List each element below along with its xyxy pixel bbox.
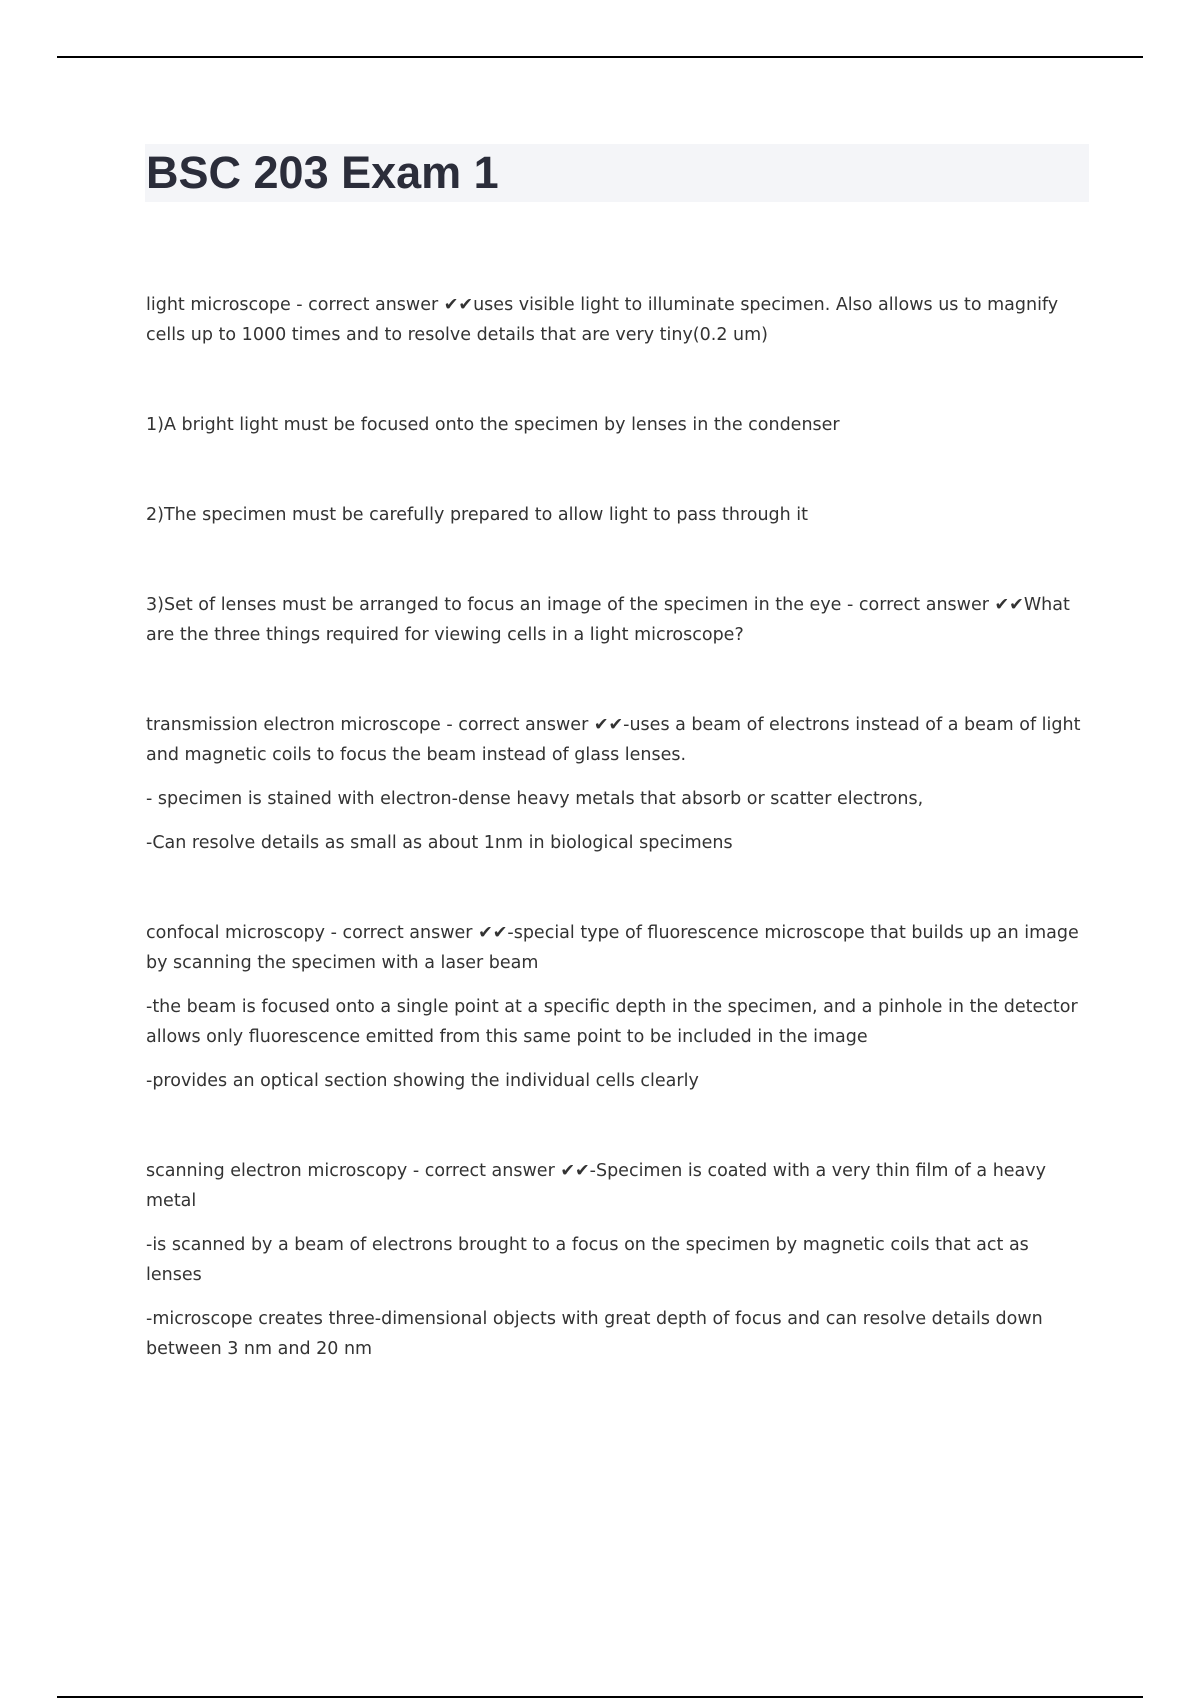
- entry-requirement-2: [146, 500, 1090, 530]
- entry-paragraph: transmission electron microscope - correct answer ✔✔-uses a beam of electrons instead of a beam of light and magnetic coils to focus the beam instead of glass lenses.: [146, 715, 1081, 765]
- entry-confocal-microscopy: [146, 918, 1090, 1096]
- entry-requirement-1: [146, 410, 1090, 440]
- entry-paragraph: -Can resolve details as small as about 1nm in biological specimens: [146, 833, 733, 853]
- entry-requirement-3: [146, 590, 1090, 650]
- entry-paragraph: light microscope - correct answer ✔✔uses visible light to illuminate specimen. Also allows us to magnify cells up to 1000 times and to resolve details that are very tiny(0.2 um): [146, 295, 1059, 345]
- entry-light-microscope: [146, 290, 1090, 350]
- entry-paragraph: 3)Set of lenses must be arranged to focus an image of the specimen in the eye - correct answer ✔✔What are the three things required for viewing cells in a light microscope?: [146, 595, 1070, 645]
- entry-paragraph: 2)The specimen must be carefully prepared to allow light to pass through it: [146, 505, 809, 525]
- entry-transmission-electron-microscope: [146, 710, 1090, 858]
- document-body: [146, 290, 1090, 1424]
- bottom-rule: [57, 1696, 1143, 1698]
- page-title: BSC 203 Exam 1: [146, 147, 499, 198]
- entry-paragraph: scanning electron microscopy - correct answer ✔✔-Specimen is coated with a very thin film of a heavy metal: [146, 1161, 1046, 1211]
- entry-paragraph: confocal microscopy - correct answer ✔✔-special type of fluorescence microscope that builds up an image by scanning the specimen with a laser beam: [146, 923, 1079, 973]
- top-rule: [57, 56, 1143, 58]
- entry-paragraph: - specimen is stained with electron-dense heavy metals that absorb or scatter electrons,: [146, 789, 924, 809]
- entry-paragraph: -provides an optical section showing the individual cells clearly: [146, 1071, 699, 1091]
- entry-paragraph: -the beam is focused onto a single point at a specific depth in the specimen, and a pinhole in the detector allows only fluorescence emitted from this same point to be included in the image: [146, 997, 1078, 1047]
- entry-paragraph: -is scanned by a beam of electrons brought to a focus on the specimen by magnetic coils that act as lenses: [146, 1235, 1029, 1285]
- entry-paragraph: -microscope creates three-dimensional objects with great depth of focus and can resolve details down between 3 nm and 20 nm: [146, 1309, 1043, 1359]
- entry-scanning-electron-microscopy: [146, 1156, 1090, 1364]
- entry-paragraph: 1)A bright light must be focused onto the specimen by lenses in the condenser: [146, 415, 840, 435]
